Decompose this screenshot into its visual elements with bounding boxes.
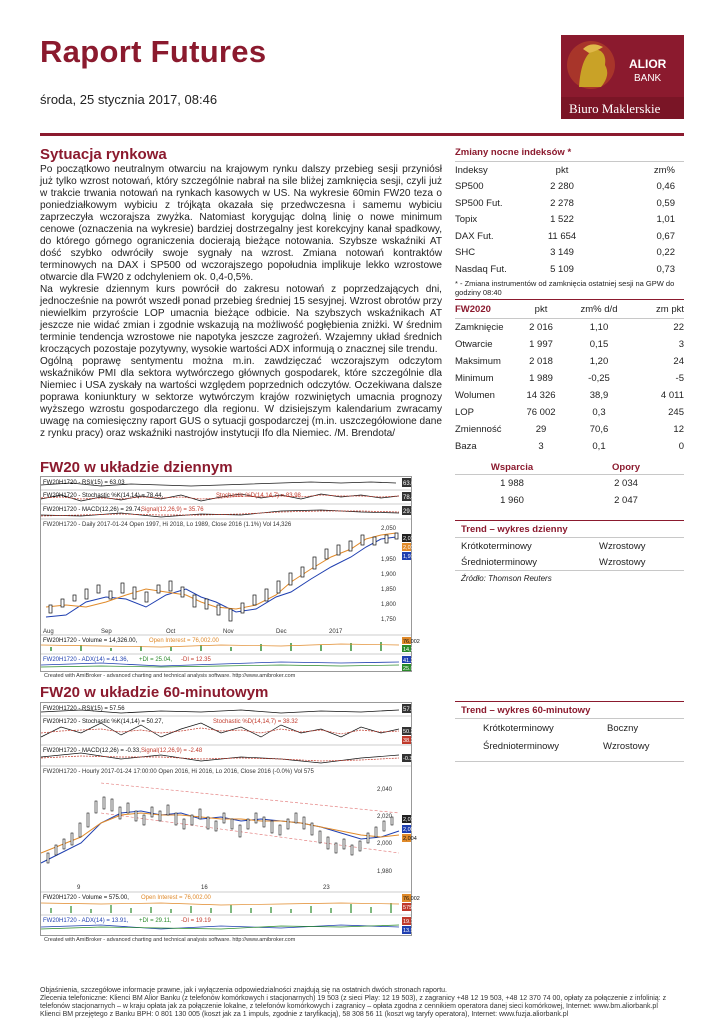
table-row: Maksimum 2 018 1,20 24 — [455, 356, 684, 367]
adx-tag: 25.0421 — [403, 666, 423, 672]
table-row: Krótkoterminowy Boczny — [483, 722, 639, 734]
table-row: SP500 2 280 0,46 — [455, 181, 675, 193]
footer-line: Klienci BM przejętego z Banku BPH: 0 801 130 005 (koszt jak za 1 impuls, zgodnie z taryfikacją), 58 308 56 11 (koszt wg taryfy operatora), Internet: www.fuzja.aliorbank.pl — [40, 1011, 569, 1018]
table-row: Baza 3 0,1 0 — [455, 441, 684, 452]
market-commentary — [40, 164, 442, 440]
day-label: 16 — [201, 885, 208, 891]
section-title-hourly: FW20 w układzie 60-minutowym — [40, 684, 269, 701]
axis-label: 1,800 — [381, 602, 397, 608]
month-label: Sep — [101, 629, 112, 635]
axis-label: 1,750 — [381, 617, 397, 623]
source-note: Źródło: Thomson Reuters — [461, 574, 552, 583]
price-tag: 2,004 — [403, 836, 417, 842]
adx-tag: 41.3621 — [403, 658, 423, 664]
footer-line: Objaśnienia, szczegółowe informacje prawne, jak i wyłączenia odpowiedzialności znajdują się na ostatnich dwóch stronach raportu. — [40, 987, 447, 994]
table-header: Wsparcia Opory — [490, 461, 640, 473]
stoch-label-2: Stochastic %D(14,14,7) = 38.32 — [213, 719, 298, 725]
table-header: FW2020 pkt zm% d/d zm pkt — [455, 303, 684, 315]
stoch-label: FW20H1720 - Stochastic %K(14,14) = 50.27, — [43, 719, 164, 725]
rsi-pane — [41, 477, 425, 490]
macd-label-2: Signal(12,26,9) = -2.48 — [141, 748, 203, 754]
axis-label: 1,980 — [377, 869, 393, 875]
macd-label-2: Signal(12,26,9) = 35.76 — [141, 507, 204, 513]
price-tag: 2,016 — [403, 817, 417, 823]
report-date: środa, 25 stycznia 2017, 08:46 — [40, 92, 218, 107]
table-row: Zmienność 29 70,6 12 — [455, 424, 684, 435]
adx-label: FW20H1720 - ADX(14) = 13.91, — [43, 918, 129, 924]
chart-credit: Created with AmiBroker - advanced charting and technical analysis software. http://www.amibroker.com — [44, 673, 296, 679]
table-row: Otwarcie 1 997 0,15 3 — [455, 339, 684, 350]
adx-label-3: -DI = 12.35 — [181, 657, 211, 663]
stoch-label: FW20H1720 - Stochastic %K(14,14) = 78.44, — [43, 493, 164, 499]
svg-text:ALIOR: ALIOR — [629, 57, 667, 71]
axis-label: 1,900 — [381, 572, 397, 578]
macd-label: FW20H1720 - MACD(12,26) = 29.74, — [43, 507, 143, 513]
panel-title: Zmiany nocne indeksów * — [455, 147, 572, 158]
table-row: SHC 3 149 0,22 — [455, 247, 675, 259]
axis-label: 2,000 — [377, 841, 393, 847]
volume-label-2: Open Interest = 76,002.00 — [141, 895, 211, 901]
table-row: SP500 Fut. 2 278 0,59 — [455, 197, 675, 209]
stoch-value: 50.2678 — [403, 729, 423, 735]
adx-tag: 19.1911 — [403, 919, 423, 925]
stoch-value-2: 38.3178 — [403, 738, 423, 744]
price-tag: 2,016 — [403, 536, 417, 542]
macd-label: FW20H1720 - MACD(12,26) = -0.33, — [43, 748, 141, 754]
month-label: 2017 — [329, 629, 343, 635]
macd-value: -0.328334 — [403, 756, 428, 762]
svg-text:Biuro Maklerskie: Biuro Maklerskie — [569, 101, 661, 116]
table-row: LOP 76 002 0,3 245 — [455, 407, 684, 418]
rsi-value: 57.5583 — [403, 707, 425, 713]
day-label: 9 — [77, 885, 81, 891]
day-label: 23 — [323, 885, 330, 891]
volume-tag: 575 — [403, 905, 413, 911]
price-tag: 2,012.73 — [403, 545, 425, 551]
macd-value: 29.7361 — [403, 509, 425, 515]
table-row: Krótkoterminowy Wzrostowy — [461, 540, 646, 552]
night-indices-panel — [455, 147, 684, 297]
month-label: Dec — [276, 629, 287, 635]
price-label: FW20H1720 - Daily 2017-01-24 Open 1997, Hi 2018, Lo 1989, Close 2016 (1.1%) Vol 14,326 — [43, 522, 292, 528]
table-row: Średnioterminowy Wzrostowy — [483, 740, 650, 752]
section-title-daily: FW20 w układzie dziennym — [40, 459, 233, 476]
adx-label-2: +DI = 25.04, — [139, 657, 173, 663]
rsi-label: FW20H1720 - RSI(15) = 57.56 — [43, 706, 125, 712]
fw20-stats-panel — [455, 299, 684, 455]
trend-60min-panel — [455, 701, 684, 762]
axis-label: 2,020 — [377, 814, 393, 820]
paragraph-2: Na wykresie dziennym kurs powrócił do zakresu notowań z poprzedzających dni, jednocześnie na powrót wszedł ponad przebieg średniej 15 sesyjnej. Wzrost obrotów przy niewielkim przyroście LOP umacnia bieżące odbicie. Na szybszych wskaźnikach AT jeszcze nie widać zmian i zgodnie wskazują na możliwość pogłębienia zniżki. W średnim terminie tendencja wzrostowe nie napotyka jeszcze zagrożeń. Wzajemny układ średnich kroczących pozostaje pozytywny, wysokie wartości ADX informują o znacznej sile trendu. — [40, 284, 442, 355]
table-row: 1 960 2 047 — [500, 495, 638, 506]
axis-label: 1,850 — [381, 587, 397, 593]
page-title: Raport Futures — [40, 34, 267, 69]
section-title-market: Sytuacja rynkowa — [40, 146, 167, 163]
adx-label: FW20H1720 - ADX(14) = 41.36, — [43, 657, 129, 663]
volume-tag: 14,326 — [403, 647, 420, 653]
paragraph-3: Ogólną poprawę sentymentu można m.in. zawdzięczać wczorajszym odczytom wskaźników PMI dla sektora wytwórczego głównych gospodarek, które szczególnie dla Niemiec i USA zyskały na wartości względem poprzednich odczytów. Oczekiwana dalsze poprawa koniunktury w sektorze wytwórczym krajów rozwiniętych umacnia prognozy wyższego wzrostu gospodarczego dla regionu. W dzisiejszym kalendarium zwracamy uwagę na comiesięczny raport GUS o sytuacji gospodarczej (m.in. uszczegółowione dane z rynku pracy) oraz wskaźniki nastrojów instytucji Ifo dla Niemiec. /M. Brendota/ — [40, 356, 442, 439]
panel-title: Trend – wykres dzienny — [461, 524, 568, 535]
hourly-chart — [40, 702, 428, 936]
volume-label: FW20H1720 - Volume = 14,326.00, — [43, 638, 138, 644]
header-divider — [40, 133, 684, 136]
trend-daily-panel — [455, 520, 684, 583]
table-header: Indeksy pkt zm% — [455, 164, 675, 176]
axis-label: 1,950 — [381, 557, 397, 563]
paragraph-1: Po początkowo neutralnym otwarciu na krajowym rynku dalszy przebieg sesji przyniósł już tylko wzrost notowań, który szczególnie nabrał na sile bliżej zamknięcia sesji, czyli już w trakcie trwania notowań na rynkach kasowych w US. Na wykresie 60min FW20 teza o poniedziałkowym wybiciu z trójkąta okazała się przedwczesna i samemu wybiciu zaprzeczyła wczorajsza zwyżka. Natomiast korygując dolną linię o nowe minimum cenowe (oznaczenia na wykresie) bardziej dostrzegalny jest korekcyjny kanał spadkowy, do którego górnego ograniczenia docierają bieżące notowania. Szybsze wskaźniki AT dość szybko odwróciły swoje sygnały na wzrost. Zmiana notowań kontraktów terminowych na DAX i SP500 od wczorajszego popołudnia implikuje lekko wzrostowe otwarcie dla FW20 z odchyleniem ok. 0,4-0,5%. — [40, 164, 442, 283]
axis-label: 2,050 — [381, 526, 397, 532]
price-tag: 2,008.43 — [403, 827, 425, 833]
table-row: DAX Fut. 11 654 0,67 — [455, 230, 675, 242]
table-row: Nasdaq Fut. 5 109 0,73 — [455, 263, 675, 275]
table-row: 1 988 2 034 — [500, 478, 638, 489]
chart-credit: Created with AmiBroker - advanced charting and technical analysis software. http://www.amibroker.com — [44, 937, 296, 943]
footer-line: telefonów stacjonarnych – w kraju opłata jak za połączenie lokalne, z telefonów komórkowych i zagranicy – opłata zgodna z cennikiem operatora danej sieci komórkowej, Internet: www.bm.aliorbank.pl — [40, 1003, 658, 1010]
month-label: Nov — [223, 629, 234, 635]
rsi-value: 63.0297 — [403, 481, 425, 487]
table-row: Minimum 1 989 -0,25 -5 — [455, 373, 684, 384]
volume-tag: 76,002 — [403, 896, 420, 902]
adx-label-3: -DI = 19.19 — [181, 918, 211, 924]
indices-note: * - Zmiana instrumentów od zamknięcia ostatniej sesji na GPW do godziny 08:40 — [455, 278, 675, 297]
table-row: Zamknięcie 2 016 1,10 22 — [455, 322, 684, 333]
footer-line: Zlecenia telefoniczne: Klienci BM Alior Banku (z telefonów komórkowych i stacjonarnych) 19 503 (z sieci Play: 12 19 503), z zagranicy +48 12 19 503, +48 12 370 74 00, opłaty za połączenie z infolinią: z — [40, 995, 667, 1002]
svg-text:BANK: BANK — [634, 73, 662, 84]
rsi-label: FW20H1720 - RSI(15) = 63.03 — [43, 480, 125, 486]
adx-tag: 13.9148 — [403, 928, 423, 934]
stoch-label-2: Stochastic %D(14,14,7) = 83.98 — [216, 493, 301, 499]
daily-chart — [40, 476, 425, 672]
panel-title: Trend – wykres 60-minutowy — [461, 705, 591, 716]
table-row: Wolumen 14 326 38,9 4 011 — [455, 390, 684, 401]
month-label: Aug — [43, 629, 54, 635]
support-resistance-panel — [455, 460, 684, 509]
axis-label: 2,040 — [377, 787, 393, 793]
volume-label: FW20H1720 - Volume = 575.00, — [43, 895, 129, 901]
price-tag: 1,971.63 — [403, 554, 425, 560]
alior-logo — [561, 35, 684, 119]
price-label: FW20H1720 - Hourly 2017-01-24 17:00:00 Open 2016, Hi 2016, Lo 2016, Close 2016 (-0.0%) Vol 575 — [43, 769, 314, 775]
table-row: Średnioterminowy Wzrostowy — [461, 556, 646, 568]
stoch-value: 78.4432 — [403, 495, 425, 501]
volume-label-2: Open Interest = 76,002.00 — [149, 638, 219, 644]
footer-disclaimer — [40, 987, 690, 1019]
month-label: Oct — [166, 629, 176, 635]
adx-label-2: +DI = 29.11, — [139, 918, 172, 924]
volume-tag: 76,002 — [403, 639, 420, 645]
table-row: Topix 1 522 1,01 — [455, 214, 675, 226]
